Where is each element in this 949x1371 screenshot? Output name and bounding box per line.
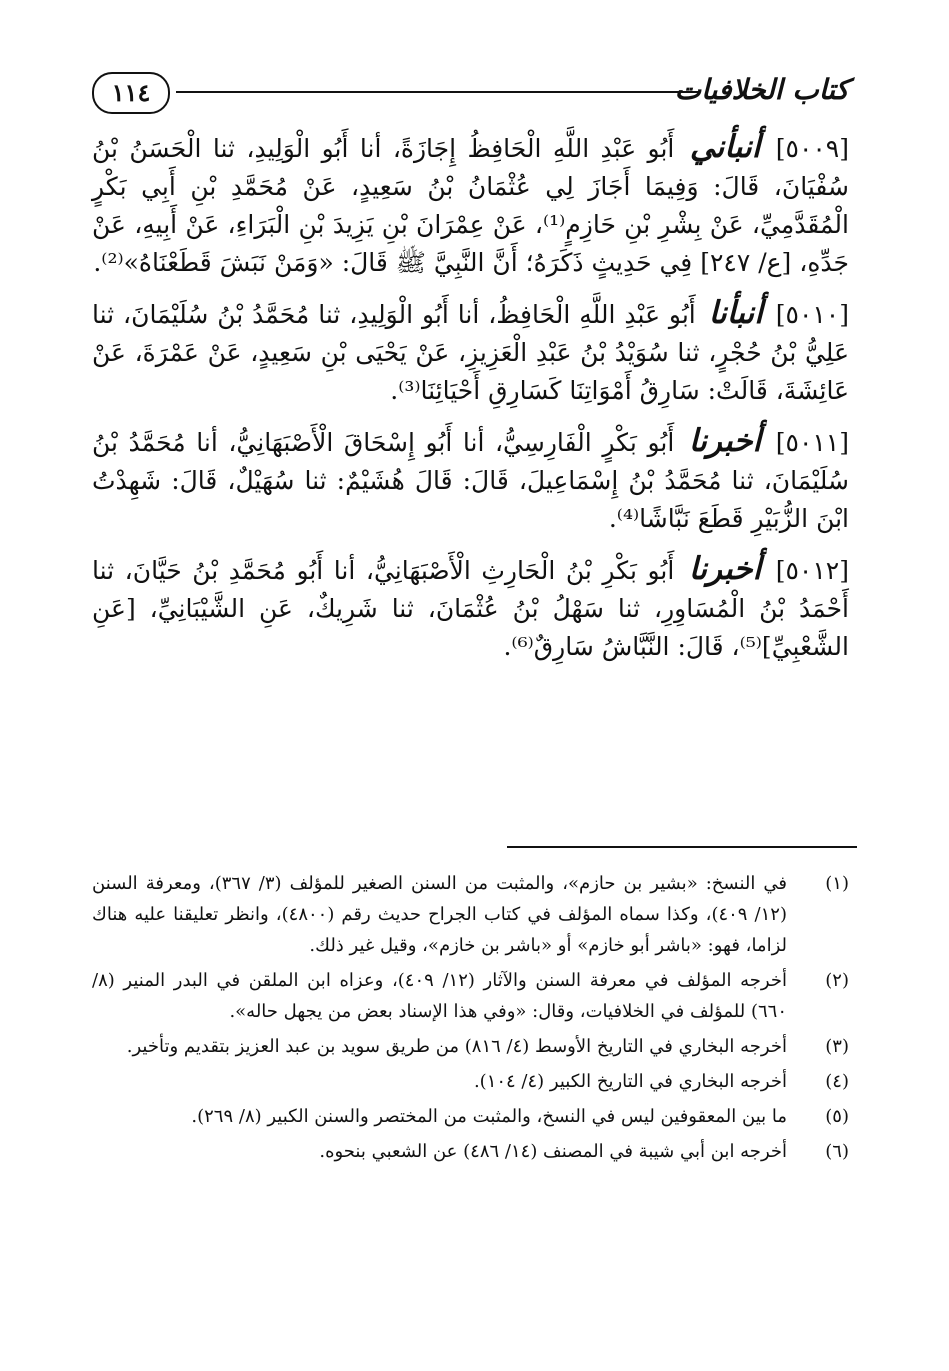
hadith-paragraph — [92, 550, 849, 666]
footnote — [92, 965, 849, 1027]
footnote-number: (٥) — [825, 1106, 849, 1127]
hadith-number: [٥٠١٠] — [775, 300, 849, 329]
hadith-keyword: أنبأني — [689, 129, 761, 165]
footnote — [92, 868, 849, 961]
footnotes — [92, 868, 849, 1171]
footnote-text: أخرجه البخاري في التاريخ الأوسط (٤/ ٨١٦) من طريق سويد بن عبد العزيز بتقديم وتأخير. — [126, 1036, 787, 1057]
book-title: كتاب الخلافيات — [674, 73, 849, 106]
footnote-text: أخرجه البخاري في التاريخ الكبير (٤/ ١٠٤). — [473, 1071, 787, 1092]
hadith-number: [٥٠١٢] — [775, 556, 849, 585]
hadith-number: [٥٠١١] — [775, 428, 849, 457]
main-text — [92, 128, 849, 678]
hadith-text: أَبُو عَبْدِ اللَّهِ الْحَافِظُ إِجَازَةً، أنا أَبُو الْوَلِيدِ، ثنا الْحَسَنُ بْنُ سُفْيَانَ، قَالَ: وَفِيمَا أَجَازَ لِي عُثْمَانُ بْنُ سَعِيدٍ، عَنْ مُحَمَّدِ بْنِ أَبِي بَكْرٍ الْمُقَدَّمِيِّ، عَنْ بِشْرِ بْنِ حَازِمٍ⁽¹⁾، عَنْ عِمْرَانَ بْنِ يَزِيدَ بْنِ الْبَرَاءِ، عَنْ أَبِيهِ، عَنْ جَدِّهِ، [ع/ ٢٤٧] فِي حَدِيثٍ ذَكَرَهُ؛ أَنَّ النَّبِيَّ ﷺ قَالَ: «وَمَنْ نَبَشَ قَطَعْنَاهُ»⁽²⁾. — [92, 134, 849, 277]
hadith-paragraph — [92, 422, 849, 538]
page-number: ١١٤ — [92, 72, 170, 114]
hadith-keyword: أخبرنا — [688, 551, 762, 587]
hadith-paragraph — [92, 294, 849, 410]
header-rule — [176, 91, 699, 93]
hadith-keyword: أخبرنا — [688, 423, 762, 459]
footnote-number: (٦) — [825, 1141, 849, 1162]
footnote — [92, 1136, 849, 1167]
footnote-text: في النسخ: «بشير بن حازم»، والمثبت من السنن الصغير للمؤلف (٣/ ٣٦٧)، ومعرفة السنن (١٢/ ٤٠٩)، وكذا سماه المؤلف في كتاب الجراح حديث رقم (٤٨٠٠)، وانظر تعليقنا عليه هناك لزاما، فهو: «باشر أبو خازم» أو «باشر بن خازم»، وقيل غير ذلك. — [92, 873, 788, 956]
footnote-number: (٢) — [825, 970, 849, 991]
footnote-text: أخرجه ابن أبي شيبة في المصنف (١٤/ ٤٨٦) عن الشعبي بنحوه. — [319, 1141, 787, 1162]
footnote — [92, 1066, 849, 1097]
hadith-keyword: أنبأنا — [708, 295, 763, 331]
footnote — [92, 1101, 849, 1132]
hadith-number: [٥٠٠٩] — [775, 134, 849, 163]
footnote — [92, 1031, 849, 1062]
footnote-separator — [507, 846, 857, 848]
hadith-paragraph — [92, 128, 849, 282]
footnote-text: أخرجه المؤلف في معرفة السنن والآثار (١٢/ ٤٠٩)، وعزاه ابن الملقن في البدر المنير (٨/ ٦٦٠) للمؤلف في الخلافيات، وقال: «وفي هذا الإسناد بعض من يجهل حاله». — [92, 970, 787, 1022]
footnote-text: ما بين المعقوفين ليس في النسخ، والمثبت من المختصر والسنن الكبير (٨/ ٢٦٩). — [191, 1106, 787, 1127]
page-header — [92, 68, 849, 120]
footnote-number: (٣) — [825, 1036, 849, 1057]
hadith-text: أَبُو عَبْدِ اللَّهِ الْحَافِظُ، أنا أَبُو الْوَلِيدِ، ثنا مُحَمَّدُ بْنُ سُلَيْمَانَ، ثنا عَلِيُّ بْنُ حُجْرٍ، ثنا سُوَيْدُ بْنُ عَبْدِ الْعَزِيزِ، عَنْ يَحْيَى بْنِ سَعِيدٍ، عَنْ عَمْرَةَ، عَنْ عَائِشَةَ، قَالَتْ: سَارِقُ أَمْوَاتِنَا كَسَارِقِ أَحْيَائِنَا⁽³⁾. — [92, 300, 849, 405]
hadith-text: أَبُو بَكْرٍ الْفَارِسِيُّ، أنا أَبُو إِسْحَاقَ الْأَصْبَهَانِيُّ، أنا مُحَمَّدُ بْنُ سُلَيْمَانَ، ثنا مُحَمَّدُ بْنُ إِسْمَاعِيلَ، قَالَ: قَالَ هُشَيْمٌ: ثنا سُهَيْلٌ، قَالَ: شَهِدْتُ ابْنَ الزُّبَيْرِ قَطَعَ نَبَّاشًا⁽⁴⁾. — [92, 428, 849, 533]
footnote-number: (١) — [825, 873, 849, 894]
hadith-text: أَبُو بَكْرِ بْنُ الْحَارِثِ الْأَصْبَهَانِيُّ، أنا أَبُو مُحَمَّدِ بْنُ حَيَّانَ، ثنا أَحْمَدُ بْنُ الْمُسَاوِرِ، ثنا سَهْلُ بْنُ عُثْمَانَ، ثنا شَرِيكٌ، عَنِ الشَّيْبَانِيِّ، [عَنِ الشَّعْبِيِّ]⁽⁵⁾، قَالَ: النَّبَّاشُ سَارِقٌ⁽⁶⁾. — [92, 556, 849, 661]
footnote-number: (٤) — [825, 1071, 849, 1092]
